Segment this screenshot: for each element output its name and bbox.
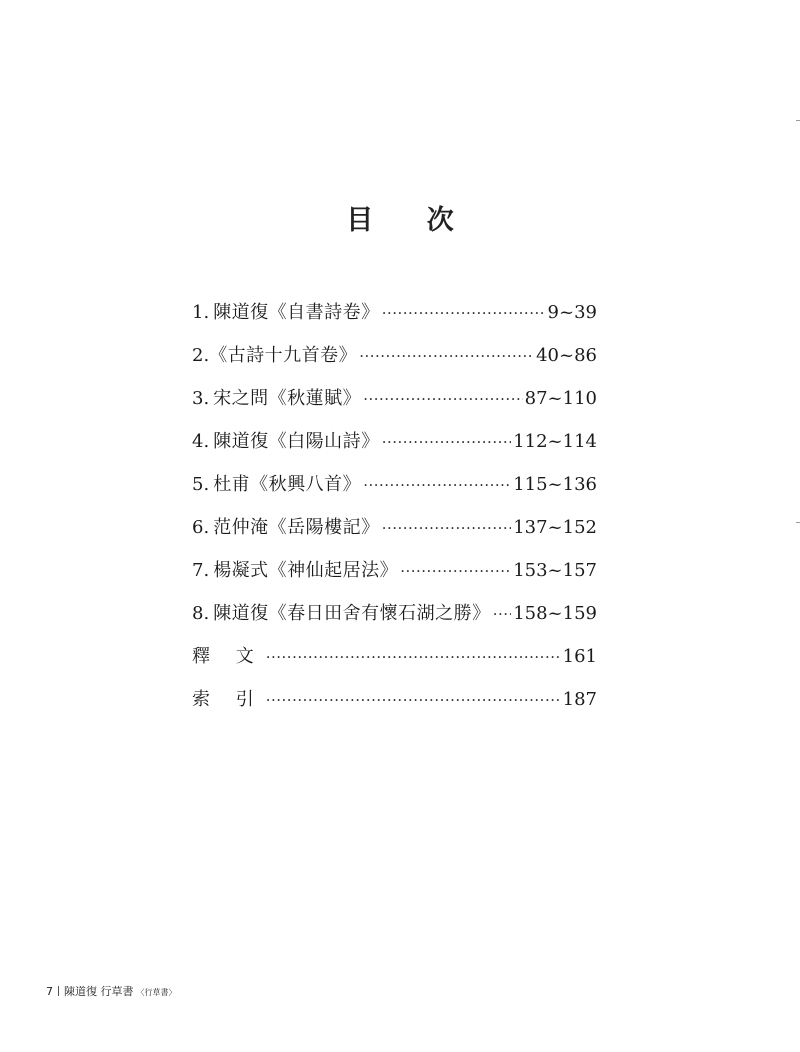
toc-entry xyxy=(192,549,597,592)
entry-number: 1. xyxy=(192,302,210,323)
toc-entry xyxy=(192,334,597,377)
entry-title: 范仲淹《岳陽樓記》 xyxy=(213,517,380,538)
entry-number: 4. xyxy=(192,431,210,452)
entry-number: 7. xyxy=(192,560,210,581)
entry-number: 3. xyxy=(192,388,210,409)
dot-leader xyxy=(493,593,512,636)
entry-title: 陳道復《春日田舍有懷石湖之勝》 xyxy=(213,603,491,624)
entry-page-range: 158~159 xyxy=(513,603,597,624)
entry-page-range: 115~136 xyxy=(513,474,597,495)
dot-leader xyxy=(382,421,512,464)
page-footer xyxy=(46,983,177,999)
dot-leader xyxy=(359,335,534,378)
toc-entry xyxy=(192,635,597,678)
toc-entry xyxy=(192,377,597,420)
dot-leader xyxy=(266,636,561,679)
crop-mark xyxy=(796,522,800,523)
entry-page-range: 9~39 xyxy=(547,302,597,323)
entry-number: 6. xyxy=(192,517,210,538)
entry-page-range: 112~114 xyxy=(513,431,597,452)
entry-title: 陳道復《自書詩卷》 xyxy=(213,302,380,323)
toc-entry xyxy=(192,506,597,549)
entry-title: 杜甫《秋興八首》 xyxy=(213,474,362,495)
entry-title: 《古詩十九首卷》 xyxy=(209,345,358,366)
entry-number: 2. xyxy=(192,345,210,366)
page-title: 目 次 xyxy=(346,205,476,236)
entry-title: 陳道復《白陽山詩》 xyxy=(213,431,380,452)
entry-title: 釋 文 xyxy=(192,646,264,667)
entry-page-range: 40~86 xyxy=(536,345,597,366)
toc-entry xyxy=(192,420,597,463)
footer-subtitle: 〈行草書〉 xyxy=(136,988,177,997)
entry-page-number: 187 xyxy=(562,689,597,710)
entry-page-range: 137~152 xyxy=(513,517,597,538)
toc-entry xyxy=(192,678,597,721)
dot-leader xyxy=(382,507,512,550)
entry-title: 索 引 xyxy=(192,689,264,710)
entry-title: 宋之問《秋蓮賦》 xyxy=(213,388,362,409)
crop-mark xyxy=(796,120,800,121)
dot-leader xyxy=(266,679,561,722)
dot-leader xyxy=(382,292,546,335)
entry-number: 5. xyxy=(192,474,210,495)
dot-leader xyxy=(400,550,511,593)
entry-page-range: 153~157 xyxy=(513,560,597,581)
entry-title: 楊凝式《神仙起居法》 xyxy=(213,560,399,581)
footer-page-number: 7 xyxy=(46,985,53,998)
footer-book-title: 陳道復 行草書 xyxy=(64,985,134,998)
entry-number: 8. xyxy=(192,603,210,624)
dot-leader xyxy=(363,378,522,421)
toc-entry xyxy=(192,291,597,334)
toc-entry xyxy=(192,463,597,506)
toc-entry xyxy=(192,592,597,635)
table-of-contents xyxy=(192,291,597,721)
footer-divider xyxy=(58,986,59,996)
entry-page-range: 87~110 xyxy=(524,388,597,409)
entry-page-number: 161 xyxy=(562,646,597,667)
dot-leader xyxy=(363,464,511,507)
